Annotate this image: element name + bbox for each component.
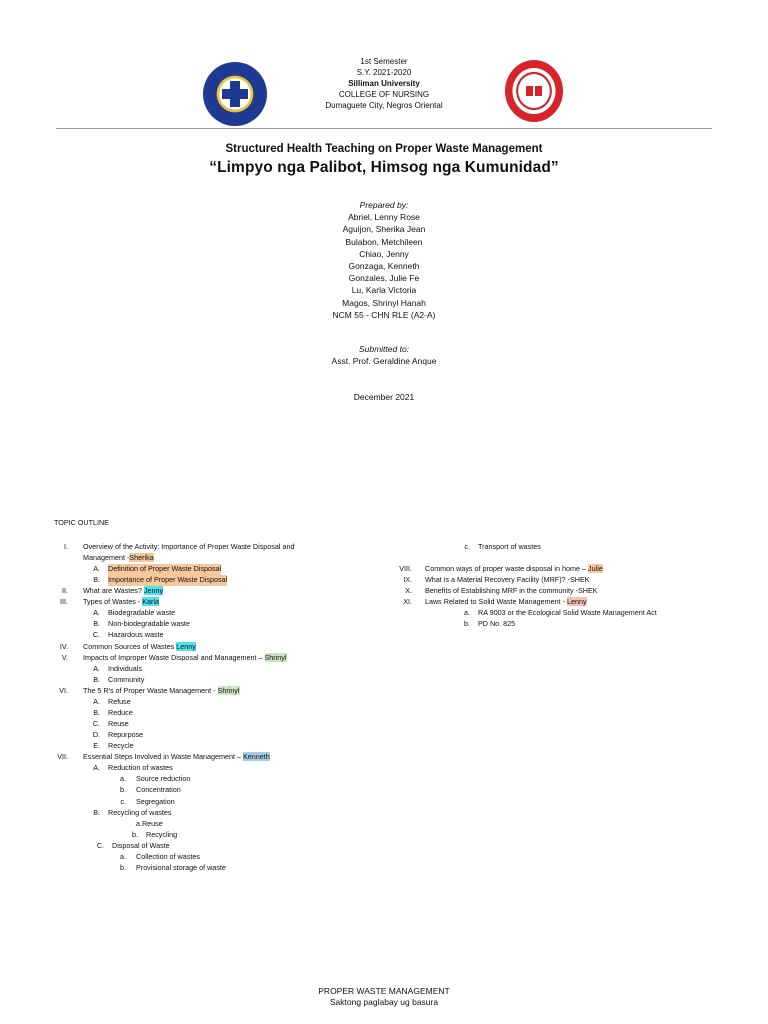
semester-line: 1st Semester — [360, 57, 408, 66]
instructor-name: Asst. Prof. Geraldine Anque — [331, 356, 437, 367]
document-title: Structured Health Teaching on Proper Waste Management — [225, 143, 543, 155]
author-name: Lu, Karla Victoria — [351, 285, 417, 296]
author-name: Gonzales, Julie Fe — [348, 273, 420, 284]
institution-header — [0, 56, 768, 111]
author-name: Magos, Shrinyl Hanah — [342, 297, 426, 308]
page-footer — [0, 986, 768, 1008]
prepared-by-label: Prepared by: — [359, 200, 409, 210]
author-name: Bulabon, Metchileen — [345, 236, 423, 247]
topic-outline-heading: TOPIC OUTLINE — [54, 518, 109, 527]
footer-subtitle: Saktong paglabay ug basura — [329, 997, 439, 1007]
footer-title: PROPER WASTE MANAGEMENT — [318, 986, 450, 996]
submitted-to-block — [0, 343, 768, 367]
author-name: Gonzaga, Kenneth — [348, 261, 420, 272]
author-name: Abriel, Lenny Rose — [348, 212, 420, 223]
college-line: COLLEGE OF NURSING — [338, 90, 430, 99]
university-line: Silliman University — [348, 79, 420, 88]
school-year-line: S.Y. 2021-2020 — [356, 68, 412, 77]
header-divider — [56, 128, 712, 129]
submitted-to-label: Submitted to: — [358, 344, 410, 354]
location-line: Dumaguete City, Negros Oriental — [325, 101, 443, 110]
document-date: December 2021 — [353, 392, 415, 402]
prepared-by-block — [0, 199, 768, 321]
author-name: Chiao, Jenny — [359, 248, 409, 259]
course-section: NCM 55 - CHN RLE (A2-A) — [332, 309, 436, 320]
author-name: Aguijon, Sherika Jean — [342, 224, 426, 235]
document-subtitle: “Limpyo nga Palibot, Himsog nga Kumunidad” — [209, 159, 559, 176]
